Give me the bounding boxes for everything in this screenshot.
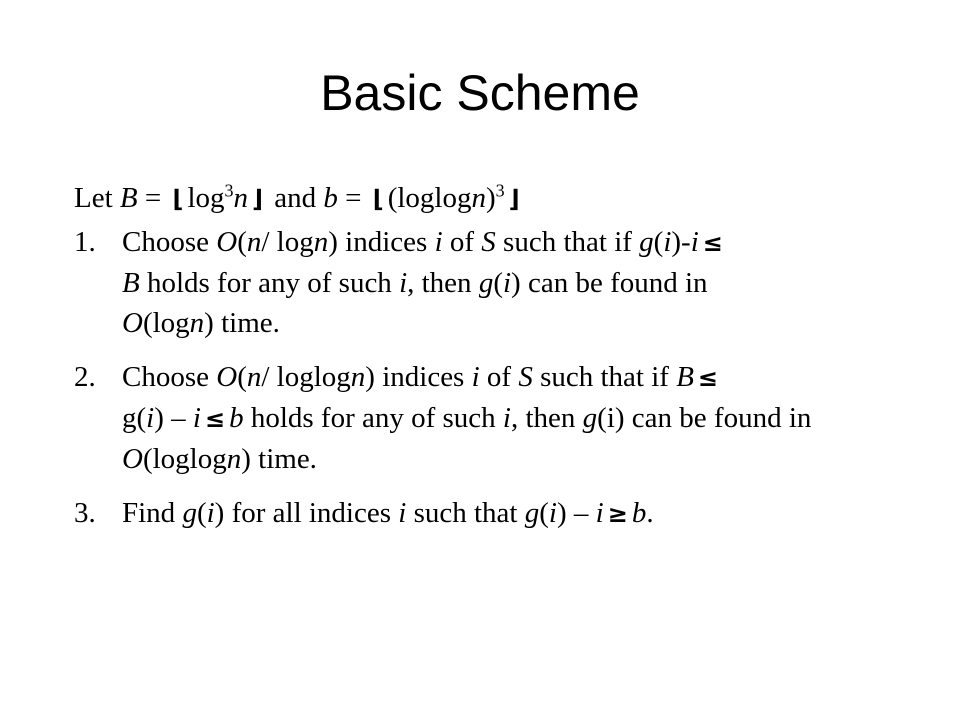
intro-log: log (187, 182, 225, 214)
floor-left-symbol: ⌊ (172, 185, 184, 213)
text-segment: b (229, 402, 244, 434)
text-segment: ( (237, 361, 247, 393)
text-segment: n (189, 307, 205, 339)
text-segment: such that if (495, 226, 640, 258)
text-segment: n (246, 361, 262, 393)
text-segment: i (548, 497, 557, 529)
text-segment: (log (142, 307, 190, 339)
list-item-3 (74, 493, 914, 534)
text-segment: g (582, 402, 598, 434)
intro-n2: n (471, 182, 486, 214)
text-segment: (loglog (142, 443, 227, 475)
text-segment: n (226, 443, 242, 475)
text-segment: O (122, 307, 143, 339)
text-segment: i (399, 267, 408, 299)
item-text (122, 497, 654, 529)
text-segment: g (639, 226, 654, 258)
text-segment: of (442, 226, 482, 258)
intro-eq2: = (337, 182, 369, 214)
text-segment: ) time. (204, 307, 280, 339)
intro-line (74, 178, 914, 218)
text-segment: i (434, 226, 443, 258)
text-segment: / loglog (261, 361, 351, 393)
floor-right-symbol: ⌋ (508, 185, 520, 213)
geq-symbol: ≥ (607, 500, 628, 528)
text-segment: ) – (556, 497, 596, 529)
text-segment: O (122, 443, 143, 475)
intro-open: (loglog (387, 182, 472, 214)
text-segment: i (398, 497, 407, 529)
text-segment: g( (122, 402, 147, 434)
item-number: 2. (74, 361, 96, 393)
text-segment: ) for all indices (214, 497, 399, 529)
text-segment: n (313, 226, 329, 258)
text-segment: , then (510, 402, 583, 434)
text-segment: g (478, 267, 494, 299)
text-segment: g (524, 497, 540, 529)
list-item-1 (74, 222, 914, 343)
text-segment: such that (406, 497, 525, 529)
text-segment: ) can be found in (511, 267, 708, 299)
text-segment: i (502, 402, 511, 434)
text-segment: holds for any of such (139, 267, 400, 299)
text-segment: ) indices (365, 361, 472, 393)
text-segment: B (676, 361, 694, 393)
text-segment: i (471, 361, 480, 393)
text-segment: i (192, 402, 201, 434)
item-text (122, 361, 811, 475)
list-item-2 (74, 357, 914, 479)
intro-and: and (266, 182, 324, 214)
floor-right-symbol: ⌋ (252, 185, 263, 213)
text-segment: i (502, 267, 512, 299)
text-segment: such that if (532, 361, 677, 393)
text-segment: ) – (154, 402, 193, 434)
intro-exponent: 3 (495, 180, 505, 201)
text-segment: i (663, 226, 672, 258)
text-segment: n (246, 226, 262, 258)
intro-let: Let (74, 182, 120, 214)
text-segment: Choose (122, 226, 217, 258)
intro-close: ) (485, 182, 496, 214)
leq-symbol: ≤ (697, 364, 719, 392)
leq-symbol: ≤ (702, 229, 723, 257)
intro-B: B (119, 182, 138, 214)
text-segment: Choose (122, 361, 217, 393)
intro-b: b (323, 182, 338, 214)
text-segment: i (690, 226, 699, 258)
text-segment: ) indices (328, 226, 435, 258)
text-segment: i (206, 497, 215, 529)
text-segment: ( (237, 226, 247, 258)
text-segment: i (595, 497, 604, 529)
text-segment: ) time. (241, 443, 317, 475)
text-segment: ( (653, 226, 664, 258)
intro-eq1: = (137, 182, 169, 214)
text-segment: O (216, 361, 238, 393)
text-segment: S (518, 361, 533, 393)
text-segment: / log (261, 226, 314, 258)
text-segment: B (122, 267, 140, 299)
intro-n: n (233, 182, 249, 214)
text-segment: i (146, 402, 155, 434)
text-segment: b (631, 497, 647, 529)
text-segment: ( (539, 497, 549, 529)
text-segment: ( (493, 267, 503, 299)
slide-title: Basic Scheme (320, 65, 640, 121)
text-segment: (i) can be found in (597, 402, 812, 434)
text-segment: n (350, 361, 366, 393)
leq-symbol: ≤ (204, 405, 226, 433)
text-segment: S (481, 226, 496, 258)
item-number: 1. (74, 226, 96, 258)
slide-body (74, 178, 914, 548)
floor-left-symbol: ⌊ (372, 185, 384, 213)
text-segment: Find (122, 497, 183, 529)
text-segment: g (182, 497, 197, 529)
text-segment: holds for any of such (243, 402, 503, 434)
text-segment: O (216, 226, 238, 258)
intro-exponent: 3 (224, 180, 234, 201)
text-segment: )- (671, 226, 691, 258)
text-segment: ( (196, 497, 207, 529)
text-segment: . (646, 497, 654, 529)
item-text (122, 226, 727, 339)
text-segment: , then (407, 267, 479, 299)
text-segment: of (479, 361, 519, 393)
item-number: 3. (74, 497, 96, 529)
